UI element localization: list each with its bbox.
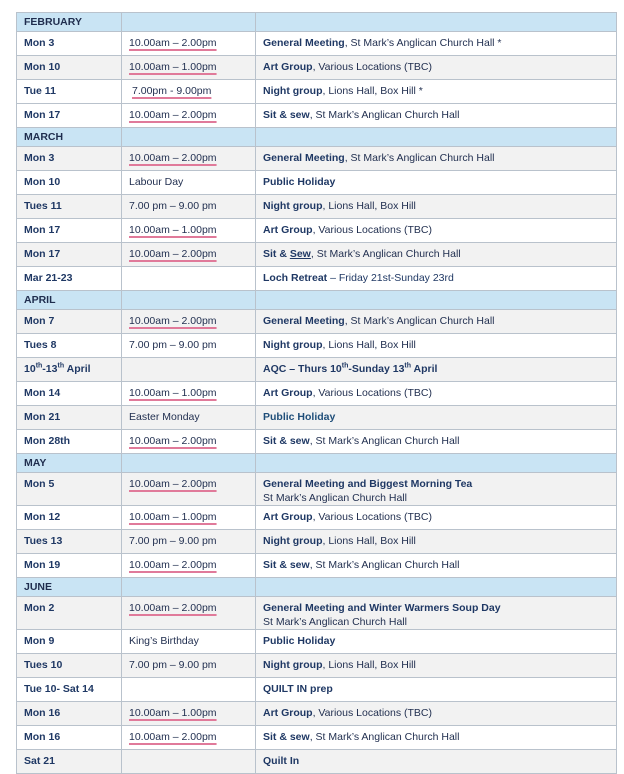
event-time: 10.00am – 2.00pm — [129, 315, 217, 327]
month-header — [17, 291, 617, 310]
event-time: 10.00am – 2.00pm — [129, 248, 217, 260]
event-day: Mon 17 — [17, 219, 122, 243]
month-label: MAY — [17, 454, 122, 473]
table-row — [17, 243, 617, 267]
event-description: Art Group, Various Locations (TBC) — [256, 219, 617, 243]
table-row — [17, 726, 617, 750]
event-time: 7.00 pm – 9.00 pm — [129, 535, 217, 547]
event-day: Mar 21-23 — [17, 267, 122, 291]
table-row — [17, 104, 617, 128]
event-day: Tues 11 — [17, 195, 122, 219]
table-row — [17, 473, 617, 506]
event-day: Mon 9 — [17, 630, 122, 654]
table-row — [17, 702, 617, 726]
event-time: 10.00am – 2.00pm — [129, 731, 217, 743]
month-label: APRIL — [17, 291, 122, 310]
event-day: Mon 17 — [17, 104, 122, 128]
event-description: Sit & sew, St Mark’s Anglican Church Hall — [256, 726, 617, 750]
table-row — [17, 750, 617, 774]
schedule-table — [16, 12, 617, 774]
table-row — [17, 32, 617, 56]
event-description: Public Holiday — [256, 171, 617, 195]
table-row — [17, 530, 617, 554]
event-description: Art Group, Various Locations (TBC) — [256, 506, 617, 530]
event-description: General Meeting, St Mark’s Anglican Church Hall — [256, 310, 617, 334]
event-day: Mon 3 — [17, 32, 122, 56]
month-label: FEBRUARY — [17, 13, 122, 32]
table-row — [17, 171, 617, 195]
event-day: Tues 8 — [17, 334, 122, 358]
table-row — [17, 147, 617, 171]
event-time: 10.00am – 2.00pm — [129, 37, 217, 49]
month-header — [17, 578, 617, 597]
event-time: 7.00 pm – 9.00 pm — [129, 200, 217, 212]
event-time: 10.00am – 2.00pm — [129, 435, 217, 447]
event-day: Sat 21 — [17, 750, 122, 774]
event-description: Sit & sew, St Mark’s Anglican Church Hall — [256, 554, 617, 578]
event-description: General Meeting and Biggest Morning Tea St Mark’s Anglican Church Hall — [256, 473, 617, 506]
event-description: Sit & Sew, St Mark’s Anglican Church Hall — [256, 243, 617, 267]
event-time: 10.00am – 2.00pm — [129, 559, 217, 571]
month-label: MARCH — [17, 128, 122, 147]
event-day: Tues 10 — [17, 654, 122, 678]
event-description: Art Group, Various Locations (TBC) — [256, 702, 617, 726]
event-day: Mon 19 — [17, 554, 122, 578]
event-time: 10.00am – 1.00pm — [129, 61, 217, 73]
event-day: Mon 3 — [17, 147, 122, 171]
table-row — [17, 219, 617, 243]
event-day: Mon 12 — [17, 506, 122, 530]
event-day: 10th-13th April — [17, 358, 122, 382]
event-day: Mon 28th — [17, 430, 122, 454]
event-day: Mon 17 — [17, 243, 122, 267]
event-description: Night group, Lions Hall, Box Hill — [256, 334, 617, 358]
event-time: 7.00 pm – 9.00 pm — [129, 339, 217, 351]
table-row — [17, 382, 617, 406]
event-time: 10.00am – 2.00pm — [129, 109, 217, 121]
event-description: Public Holiday — [256, 630, 617, 654]
event-description: Sit & sew, St Mark’s Anglican Church Hall — [256, 430, 617, 454]
event-day: Mon 7 — [17, 310, 122, 334]
event-day: Mon 14 — [17, 382, 122, 406]
event-description: Quilt In — [256, 750, 617, 774]
event-time: 10.00am – 1.00pm — [129, 511, 217, 523]
event-description: QUILT IN prep — [256, 678, 617, 702]
table-row — [17, 630, 617, 654]
event-description: Sit & sew, St Mark’s Anglican Church Hall — [256, 104, 617, 128]
table-row — [17, 678, 617, 702]
event-description: Night group, Lions Hall, Box Hill * — [256, 80, 617, 104]
event-description: Night group, Lions Hall, Box Hill — [256, 530, 617, 554]
event-description: General Meeting, St Mark’s Anglican Church Hall * — [256, 32, 617, 56]
event-time: 10.00am – 2.00pm — [129, 152, 217, 164]
event-description: Art Group, Various Locations (TBC) — [256, 56, 617, 80]
event-description: Night group, Lions Hall, Box Hill — [256, 195, 617, 219]
event-day: Mon 21 — [17, 406, 122, 430]
event-description: General Meeting, St Mark’s Anglican Church Hall — [256, 147, 617, 171]
table-row — [17, 654, 617, 678]
event-time: Easter Monday — [129, 411, 200, 423]
event-time: 7.00 pm – 9.00 pm — [129, 659, 217, 671]
event-description: Night group, Lions Hall, Box Hill — [256, 654, 617, 678]
event-time: 10.00am – 1.00pm — [129, 387, 217, 399]
table-row — [17, 554, 617, 578]
table-row — [17, 358, 617, 382]
table-row — [17, 56, 617, 80]
table-row — [17, 195, 617, 219]
event-day: Mon 2 — [17, 597, 122, 630]
month-header — [17, 454, 617, 473]
event-time: Labour Day — [129, 176, 184, 188]
event-description: Art Group, Various Locations (TBC) — [256, 382, 617, 406]
table-row — [17, 310, 617, 334]
table-row — [17, 80, 617, 104]
event-time: 10.00am – 1.00pm — [129, 224, 217, 236]
event-day: Mon 16 — [17, 702, 122, 726]
month-label: JUNE — [17, 578, 122, 597]
event-time: 10.00am – 2.00pm — [129, 602, 217, 614]
event-day: Tue 11 — [17, 80, 122, 104]
event-time: 10.00am – 1.00pm — [129, 707, 217, 719]
table-row — [17, 506, 617, 530]
event-description: General Meeting and Winter Warmers Soup Day St Mark’s Anglican Church Hall — [256, 597, 617, 630]
event-day: Mon 16 — [17, 726, 122, 750]
event-day: Mon 10 — [17, 171, 122, 195]
event-description: Loch Retreat – Friday 21st-Sunday 23rd — [256, 267, 617, 291]
table-row — [17, 406, 617, 430]
event-day: Tues 13 — [17, 530, 122, 554]
event-day: Mon 10 — [17, 56, 122, 80]
event-day: Tue 10- Sat 14 — [17, 678, 122, 702]
table-row — [17, 267, 617, 291]
event-description: AQC – Thurs 10th-Sunday 13th April — [256, 358, 617, 382]
table-row — [17, 334, 617, 358]
month-header — [17, 13, 617, 32]
table-row — [17, 430, 617, 454]
event-day: Mon 5 — [17, 473, 122, 506]
event-time: 7.00pm - 9.00pm — [132, 85, 212, 97]
event-time: 10.00am – 2.00pm — [129, 478, 217, 490]
table-row — [17, 597, 617, 630]
event-description: Public Holiday — [256, 406, 617, 430]
month-header — [17, 128, 617, 147]
event-time: King’s Birthday — [129, 635, 199, 647]
